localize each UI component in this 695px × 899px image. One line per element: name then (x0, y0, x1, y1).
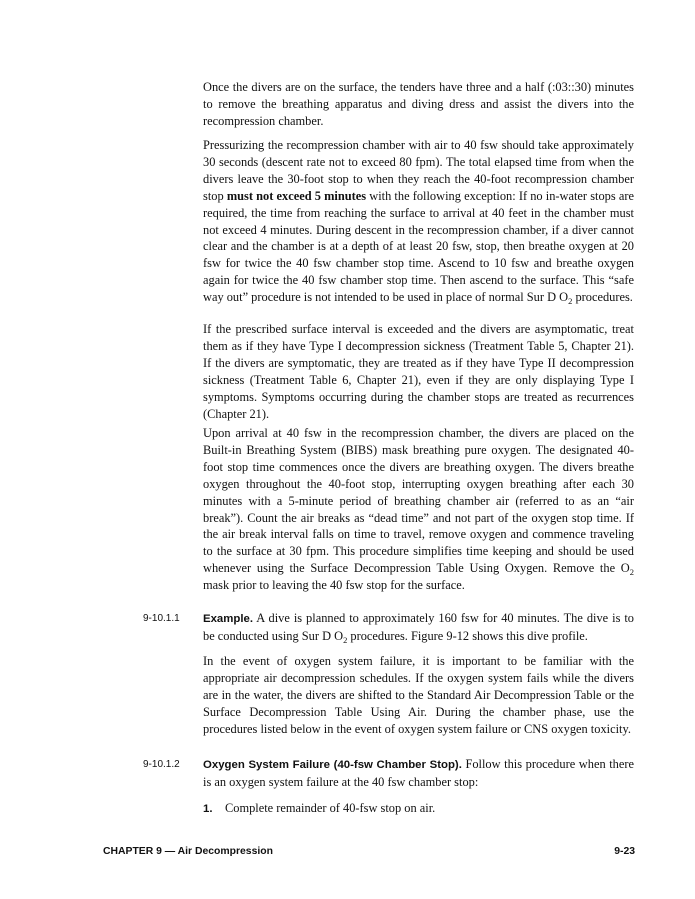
paragraph-oxygen-system-failure (203, 756, 634, 791)
paragraph-example (203, 610, 634, 645)
paragraph-bibs-oxygen (203, 425, 634, 594)
emphasis-time-limit: must not exceed 5 minutes (226, 188, 367, 203)
text-segment: Upon arrival at 40 fsw in the recompression chamber, the divers are placed on the Built-in Breathing System (BIBS) mask breathing pure oxygen. The designated 40-foot stop time commences once the divers are breathing oxygen. The divers breathe oxygen throughout the 40-foot stop, interrupting oxygen breathing after each 30 minutes with a 5-minute period of breathing chamber air (referred to as an “air break”). Count the air breaks as “dead time” and not part of the oxygen stop time. If the air break interval falls on time to travel, remove oxygen and commence traveling to the surface at 30 fpm. This procedure simplifies time keeping and should be used whenever using the Surface Decompression Table Using Oxygen. Remove the O (203, 426, 634, 576)
text-segment: procedures. Figure 9-12 shows this dive profile. (347, 628, 588, 643)
section-number: 9-10.1.2 (143, 759, 180, 770)
paragraph-oxygen-failure-intro: In the event of oxygen system failure, it is important to be familiar with the appropriate air decompression schedules. If the oxygen system fails while the divers are in the water, the divers are shifted to the Standard Air Decompression Table or the Surface Decompression Table Using Air. During the chamber phase, use the procedures listed below in the event of oxygen system failure or CNS oxygen toxicity. (203, 654, 634, 736)
text-segment: procedures. (572, 290, 633, 305)
subscript: 2 (568, 296, 573, 307)
text-segment: mask prior to leaving the 40 fsw stop for the surface. (203, 578, 465, 593)
paragraph-chamber-pressurizing (203, 137, 634, 306)
text-segment: with the following exception: If no in-water stops are required, the time from reaching the surface to arrival at 40 feet in the chamber must not exceed 4 minutes. During descent in the recompression chamber, if a diver cannot clear and the chamber is at a depth of at least 20 fsw, stop, then breathe oxygen at 20 fsw for twice the 40 fsw chamber stop time. Ascend to 10 fsw and breathe oxygen again for twice the 40 fsw chamber stop time. Then ascend to the surface. This “safe way out” procedure is not intended to be used in place of normal Sur D O (203, 188, 634, 305)
subscript: 2 (343, 634, 348, 645)
subscript: 2 (629, 567, 634, 578)
paragraph-surface-interval: Once the divers are on the surface, the tenders have three and a half (:03::30) minutes to remove the breathing apparatus and diving dress and assist the divers into the recompression chamber. (203, 80, 634, 128)
paragraph-interval-exceeded: If the prescribed surface interval is exceeded and the divers are asymptomatic, treat them as if they have Type I decompression sickness (Treatment Table 5, Chapter 21). If the divers are symptomatic, they are treated as if they have Type II decompression sickness (Treatment Table 6, Chapter 21), even if they are only displaying Type I symptoms. Symptoms occurring during the chamber stops are treated as recurrences (Chapter 21). (203, 322, 634, 421)
list-number: 1. (203, 803, 213, 815)
text-segment: Pressurizing the recompression chamber with air to 40 fsw should take approximately 30 seconds (descent rate not to exceed 80 fpm). The total elapsed time from when the divers leave the 30-foot stop to when they reach the 40-foot recompression chamber stop (203, 138, 634, 203)
text-segment: Follow this procedure when there is an oxygen system failure at the 40 fsw chamber stop: (203, 757, 634, 789)
section-number: 9-10.1.1 (143, 613, 180, 624)
list-item-step-1 (203, 800, 634, 818)
footer-page-number: 9-23 (614, 846, 635, 857)
section-heading: Example. (203, 613, 254, 625)
footer-chapter-title: CHAPTER 9 — Air Decompression (103, 846, 273, 857)
list-item-text: Complete remainder of 40-fsw stop on air. (225, 801, 436, 815)
text-segment: A dive is planned to approximately 160 fsw for 40 minutes. The dive is to be conducted using Sur D O (203, 611, 634, 643)
section-heading: Oxygen System Failure (40-fsw Chamber Stop). (203, 759, 462, 771)
